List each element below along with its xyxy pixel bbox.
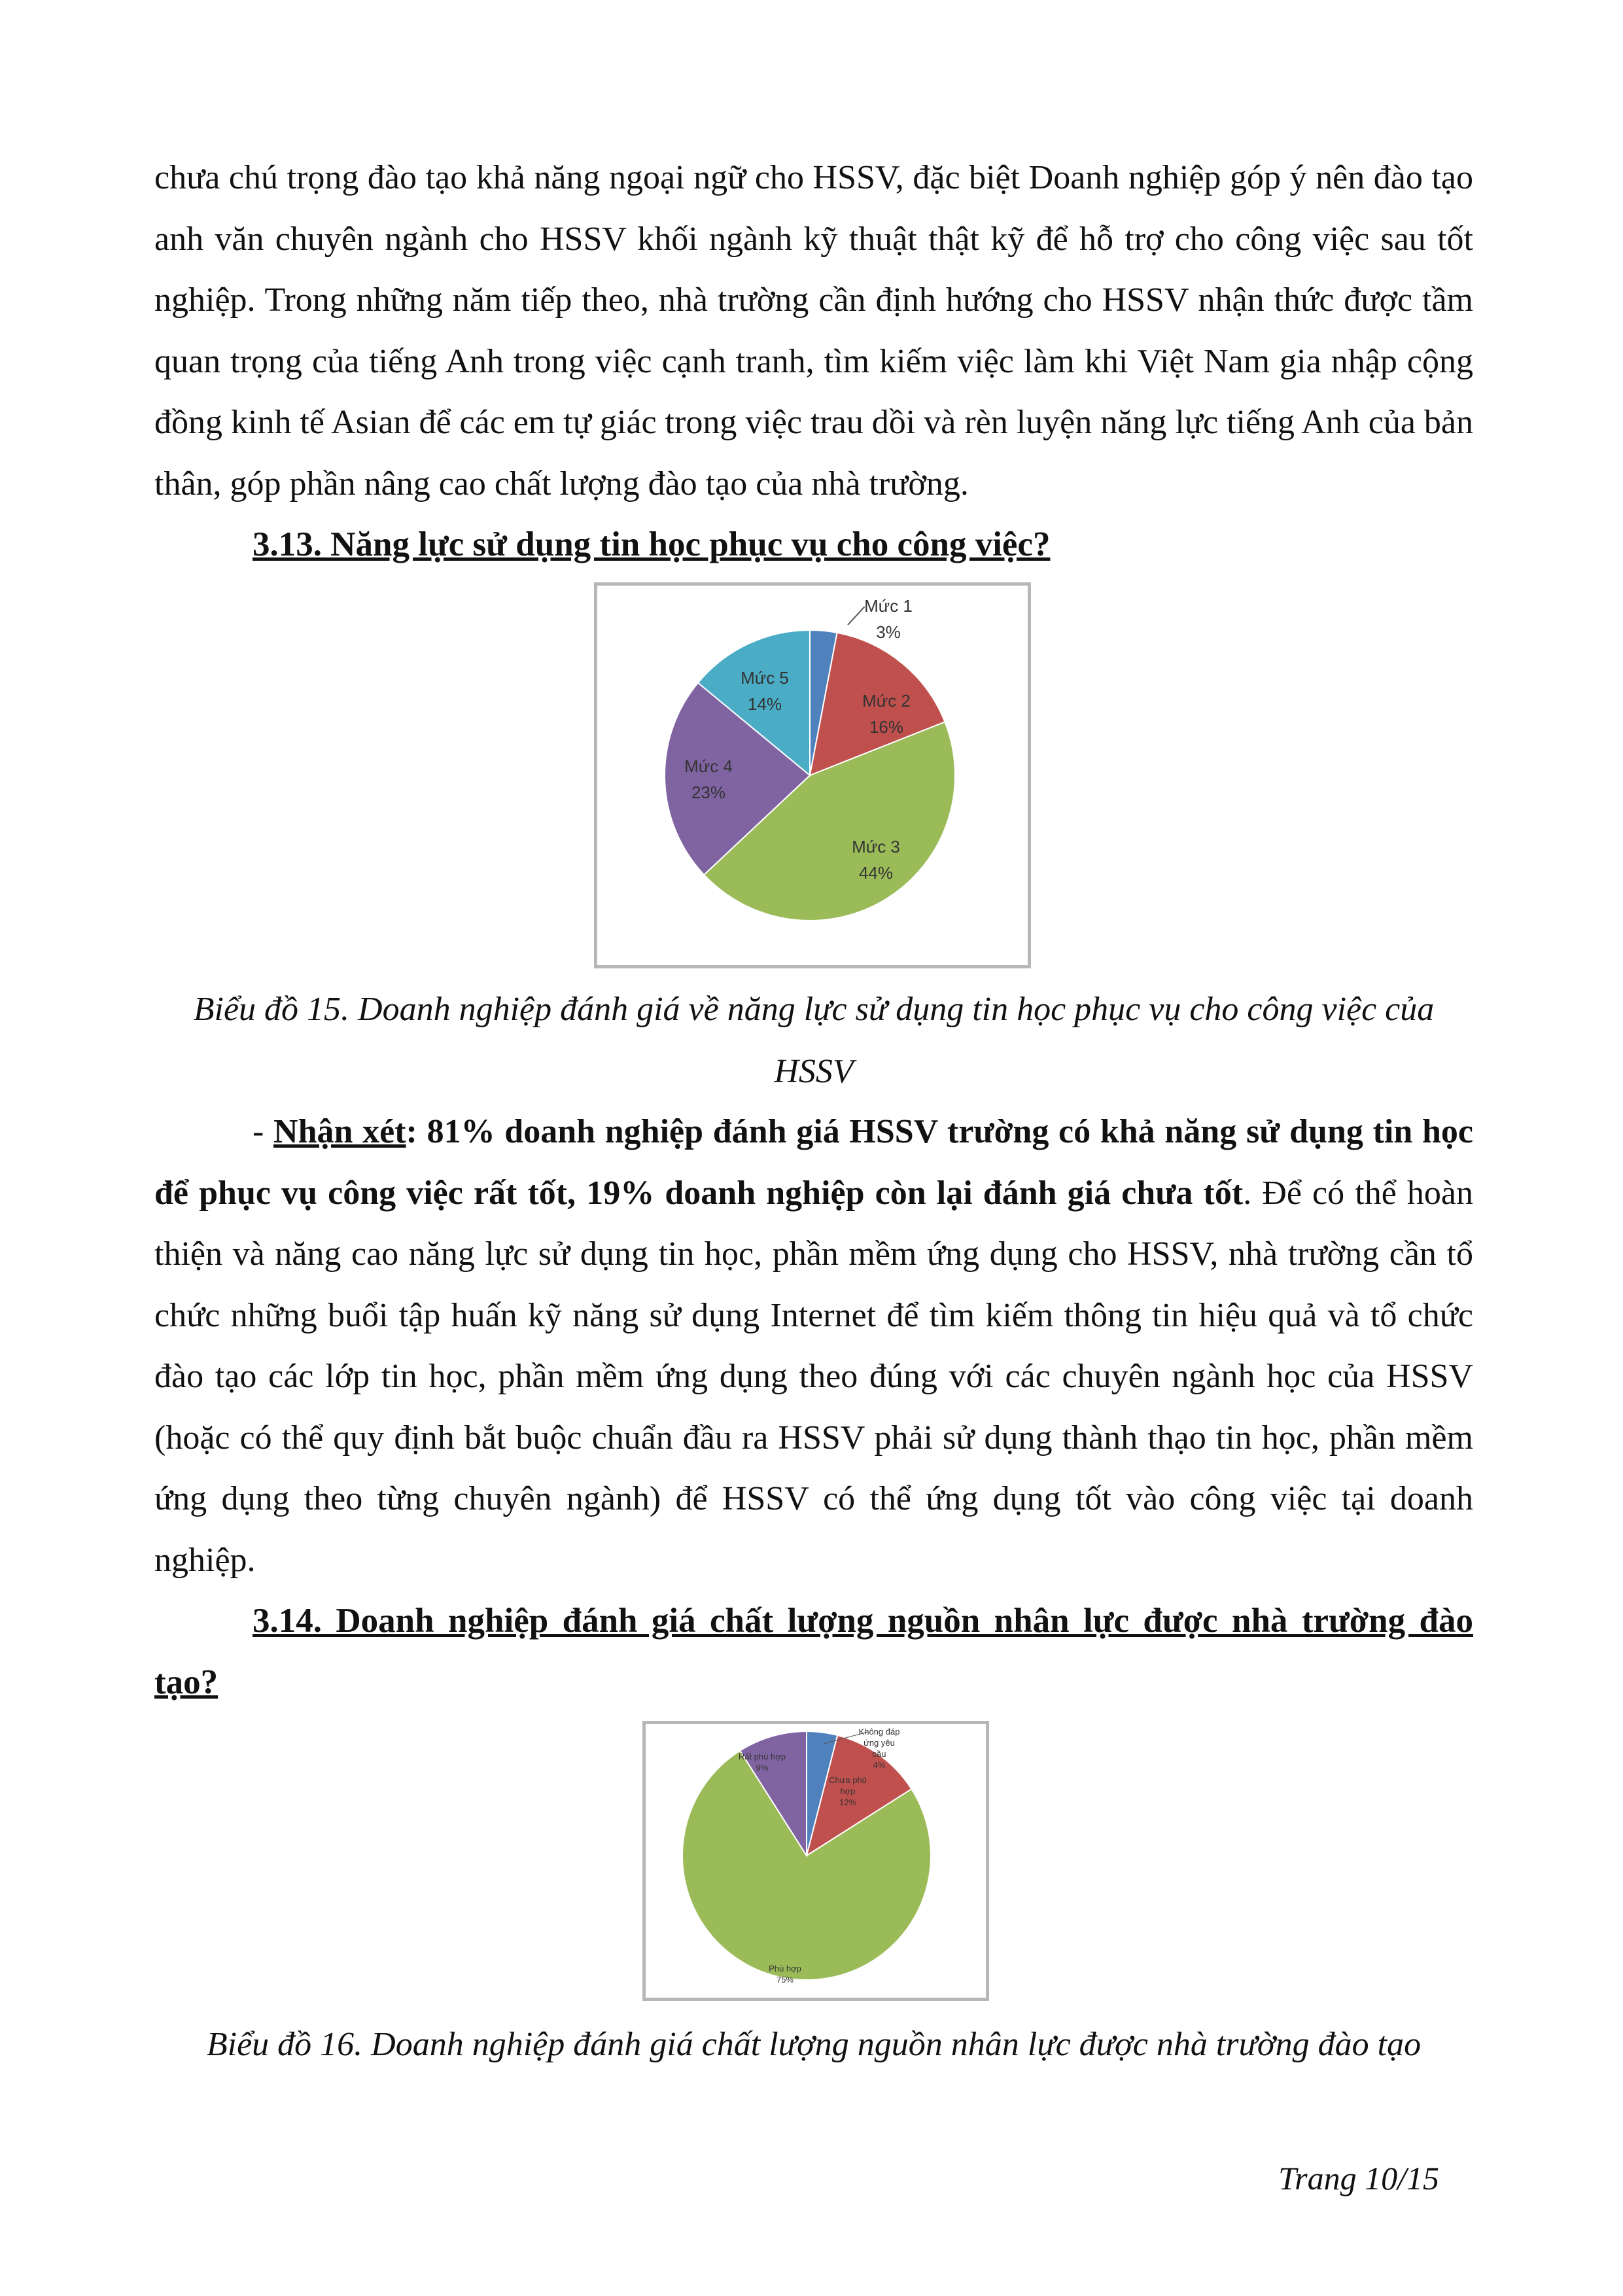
- data-label-line: Mức 2: [862, 691, 911, 711]
- leader-line-1: [848, 607, 865, 625]
- caption-chart-16: Biểu đồ 16. Doanh nghiệp đánh giá chất lượng nguồn nhân lực được nhà trường đào tạo: [206, 2026, 1422, 2063]
- data-label-line: Rất phù hợp: [738, 1752, 786, 1761]
- caption-chart-15: Biểu đồ 15. Doanh nghiệp đánh giá về năng lực sử dụng tin học phục vụ cho công việc của HSSV: [193, 991, 1435, 1090]
- remark-dash: -: [253, 1113, 274, 1150]
- heading-3-14-text: 3.14. Doanh nghiệp đánh giá chất lượng nguồn nhân lực được nhà trường đào tạo?: [154, 1602, 1473, 1701]
- data-label-line: 14%: [747, 694, 782, 714]
- chart-15-frame: [594, 582, 1031, 968]
- data-label-line: 75%: [776, 1975, 794, 1985]
- data-label-line: Chưa phù: [829, 1775, 867, 1785]
- data-label-line: hợp: [840, 1786, 856, 1796]
- heading-3-14: [154, 1591, 1473, 1713]
- data-label-1: [864, 596, 913, 642]
- remark-label: Nhận xét: [273, 1113, 406, 1150]
- data-label-line: 16%: [869, 717, 904, 737]
- data-label-line: 12%: [839, 1797, 857, 1807]
- chart-15-pie: [597, 586, 1028, 965]
- data-label-line: 4%: [873, 1760, 886, 1770]
- data-label-line: Mức 5: [741, 668, 789, 688]
- page-number: Trang 10/15: [1278, 2160, 1439, 2197]
- paragraph-remark: [154, 1101, 1473, 1591]
- heading-3-13: [154, 514, 1473, 576]
- data-label-line: 44%: [858, 863, 894, 883]
- chart-16-frame: [642, 1721, 989, 2001]
- data-label-line: Không đáp: [858, 1727, 900, 1737]
- paragraph-english-training: chưa chú trọng đào tạo khả năng ngoại ngữ cho HSSV, đặc biệt Doanh nghiệp góp ý nên đào tạo anh văn chuyên ngành cho HSSV khối ngành kỹ thuật thật kỹ để hỗ trợ cho công việc sau tốt nghiệp. Trong những năm tiếp theo, nhà trường cần định hướng cho HSSV nhận thức được tầm quan trọng của tiếng Anh trong việc cạnh tranh, tìm kiếm việc làm khi Việt Nam gia nhập cộng đồng kinh tế Asian để các em tự giác trong việc trau dồi và rèn luyện năng lực tiếng Anh của bản thân, góp phần nâng cao chất lượng đào tạo của nhà trường.: [154, 159, 1473, 503]
- data-label-line: Mức 4: [684, 756, 733, 776]
- data-label-line: Phù hợp: [769, 1964, 801, 1973]
- remark-colon: :: [406, 1113, 427, 1150]
- data-label-line: 3%: [876, 622, 901, 642]
- section-top: [154, 147, 1473, 576]
- data-label-line: 9%: [756, 1763, 769, 1773]
- chart-16-pie: [646, 1724, 986, 1998]
- data-label-line: Mức 3: [852, 837, 900, 857]
- data-label-line: cầu: [872, 1749, 886, 1759]
- data-label-line: Mức 1: [864, 596, 913, 616]
- data-label-line: ứng yêu: [864, 1738, 895, 1748]
- heading-3-13-text: 3.13. Năng lực sử dụng tin học phục vụ cho công việc?: [253, 525, 1051, 563]
- data-label-line: 23%: [691, 783, 726, 802]
- remark-rest-text: . Để có thể hoàn thiện và năng cao năng lực sử dụng tin học, phần mềm ứng dụng cho HSSV, nhà trường cần tổ chức những buổi tập huấn kỹ năng sử dụng Internet để tìm kiếm thông tin hiệu quả và tổ chức đào tạo các lớp tin học, phần mềm ứng dụng theo đúng với các chuyên ngành học của HSSV (hoặc có thể quy định bắt buộc chuẩn đầu ra HSSV phải sử dụng thành thạo tin học, phần mềm ứng dụng theo từng chuyên ngành) để HSSV có thể ứng dụng tốt vào công việc tại doanh nghiệp.: [154, 1174, 1473, 1579]
- section-remark: [154, 1101, 1473, 1713]
- remark-bold-text: 81% doanh nghiệp đánh giá HSSV trường có khả năng sử dụng tin học để phục vụ công việc rất tốt, 19% doanh nghiệp còn lại đánh giá chưa tốt: [154, 1113, 1473, 1212]
